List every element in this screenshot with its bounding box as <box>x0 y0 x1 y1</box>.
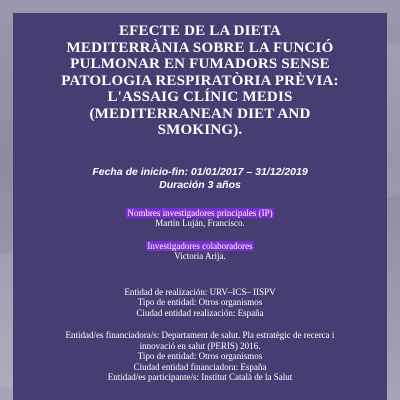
project-title: EFECTE DE LA DIETA MEDITERRÀNIA SOBRE LA FUNCIÓ PULMONAR EN FUMADORS SENSE PATOLOGIA RESPIRATÒRIA PRÈVIA: L'ASSAIG CLÍNIC MEDIS (MEDITERRANEAN DIET AND SMOKING). <box>61 23 339 138</box>
collaborators-heading: Investigadores colaboradores <box>147 240 253 251</box>
realization-entity <box>13 287 387 319</box>
project-card <box>13 13 387 400</box>
collaborating-investigators <box>13 241 387 262</box>
funding-entity <box>13 330 387 383</box>
project-dates: Fecha de inicio-fin: 01/01/2017 – 31/12/2019 <box>92 165 308 178</box>
participant-entity: Entidad/es participante/s: Institut Català de la Salut <box>107 372 293 382</box>
realization-entity-name: Entidad de realización: URV–ICS– IISPV <box>124 286 276 297</box>
realization-entity-type: Tipo de entidad: Otros organismos <box>137 297 263 307</box>
funding-entity-type: Tipo de entidad: Otros organismos <box>137 351 263 361</box>
collaborators-names: Victoria Arija. <box>174 251 226 261</box>
principal-investigators-heading: Nombres investigadores principales (IP) <box>127 207 273 218</box>
principal-investigators-names: Martín Luján, Francisco. <box>155 218 245 228</box>
project-duration: Duración 3 años <box>159 178 241 191</box>
realization-entity-city: Ciudad entidad realización: España <box>136 307 264 318</box>
funding-entity-city: Ciudad entidad financiadora: España <box>133 361 267 372</box>
project-dates-block <box>13 166 387 192</box>
funding-entity-line1: Entidad/es financiadora/s: Departament de salut. Pla estratègic de recerca i <box>65 330 335 340</box>
funding-entity-line2: innovació en salut (PERIS) 2016. <box>139 340 261 351</box>
principal-investigators <box>13 208 387 229</box>
